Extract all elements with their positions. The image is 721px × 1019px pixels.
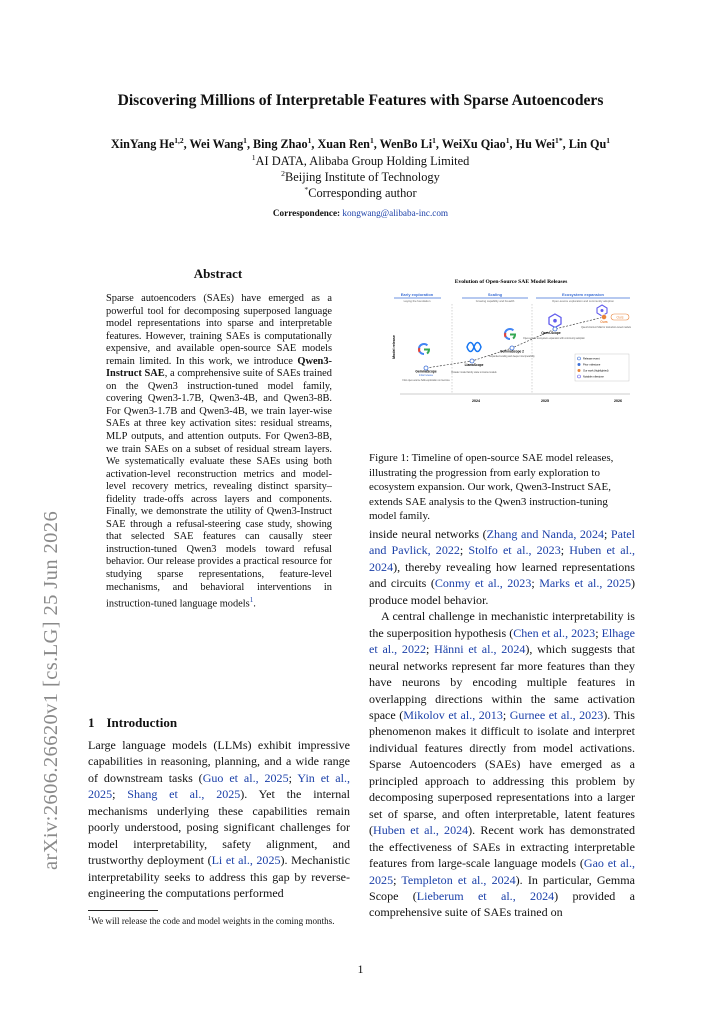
citation-link[interactable]: Huben et al., 2024 [369, 543, 635, 574]
citation-separator: ; [531, 576, 540, 591]
abstract-bold-name: Qwen3-Instruct SAE [106, 355, 332, 380]
phase-header-2 [462, 292, 528, 303]
phase-header-1 [394, 292, 441, 303]
milestone-name: LlamaScope [464, 363, 484, 367]
legend-marker [578, 363, 581, 366]
footnote-text: We will release the code and model weights in the coming months. [91, 916, 335, 927]
citation-link[interactable]: Chen et al., 2023 [513, 625, 596, 640]
correspondence [0, 208, 721, 218]
legend-marker [578, 369, 581, 372]
x-tick: 2025 [541, 399, 549, 403]
text: ) provided a comprehensive suite of SAEs trained on [369, 888, 635, 920]
text: A central challenge in mechanistic interpretability is the superposition hypothesis ( [369, 609, 635, 640]
affiliation-1: $^1$AI DATA, Alibaba Group Holding Limited [251, 153, 470, 169]
legend-label: Prior milestone [583, 363, 601, 367]
section-title: Introduction [106, 715, 178, 730]
milestone-sub: Initial release [418, 374, 434, 377]
meta-logo-icon [467, 343, 481, 352]
intro-right-column [369, 526, 635, 921]
abstract-footnote-mark[interactable]: 1 [249, 596, 254, 605]
citation-link[interactable]: Patel and Pavlick, 2022 [369, 527, 635, 558]
section-heading-introduction [88, 715, 177, 731]
ours-marker [601, 314, 606, 319]
correspondence-email-link[interactable]: kongwang@alibaba-inc.com [342, 208, 449, 218]
milestone-name: Ours [600, 320, 608, 324]
legend-marker [578, 375, 581, 378]
phase-name: Ecosystem expansion [561, 292, 605, 297]
citation-link[interactable]: Guo et al., 2025 [202, 770, 289, 785]
milestone-note: Open-source ecosystem expansion with community adoption [523, 338, 585, 340]
citation-separator: ; [502, 707, 510, 722]
milestone-note: Broader model family scale to Llama models [451, 372, 497, 374]
citation-link[interactable]: Stolfo et al., 2023 [468, 543, 561, 558]
footnote-rule [88, 910, 158, 911]
text: inside neural networks ( [369, 527, 487, 541]
figure-caption: Figure 1: Timeline of open-source SAE model releases, illustrating the progression from early exploration to ecosystem expansion. Our work, Qwen3-Instruct SAE, extends SAE analysis to the Qwen3 instruction-tuning model family. [369, 452, 614, 522]
citation-link[interactable]: Huben et al., 2024 [373, 823, 469, 838]
figure-title: Evolution of Open-Source SAE Model Releases [454, 279, 568, 285]
legend-marker [578, 357, 581, 360]
affiliation-2: $^2$Beijing Institute of Technology [281, 169, 440, 185]
phase-sub: Laying the foundation [403, 299, 431, 303]
intro-paragraph-2 [369, 608, 635, 921]
paper-title: Discovering Millions of Interpretable Features with Sparse Autoencoders [117, 92, 604, 109]
phase-sub: Growing capability and breadth [475, 299, 515, 303]
footnote [88, 913, 350, 927]
milestone-name: Qwen-Scope [541, 331, 561, 335]
phase-sub: Open-source exploration and community adoption [552, 299, 614, 303]
author-list: XinYang He$^{1,2}$, Wei Wang$^1$, Bing Zhao$^1$, Xuan Ren$^1$, WenBo Li$^1$, WeiXu Qiao$^1$, Hu Wei$^{1*}$, Lin Qu$^1$ [110, 136, 611, 152]
text: ). Recent work has demonstrated the effectiveness of SAEs in extracting interpretable features from large-scale language models ( [369, 823, 635, 871]
footnote-number: 1 [88, 915, 92, 922]
text: Large language models (LLMs) exhibit impressive capabilities in reasoning, planning, and a wide range of downstream tasks ( [88, 738, 350, 785]
citation-separator: ; [459, 543, 469, 558]
milestone-name: GemmaScope [415, 369, 437, 374]
google-logo-icon [419, 344, 429, 354]
citation-link[interactable]: Marks et al., 2025 [539, 576, 631, 591]
citation-link[interactable]: Elhage et al., 2022 [369, 625, 636, 657]
citation-link[interactable]: Zhang and Nanda, 2024 [486, 527, 605, 541]
abstract-text-2: , a comprehensive suite of SAEs trained on the Qwen3 instruction-tuned model family, covering Qwen3-1.7B, Qwen3-4B, and Qwen3-8B. For Qwen3-1.7B and Qwen3-4B, we train layer-wise SAEs at three key activation sites: residual streams, MLP outputs, and attention outputs. For Qwen3-8B, we train SAEs on a subset of residual stream layers. We systematically evaluate these SAEs using both activation-level reconstruction metrics and model-level recovery metrics, revealing distinct sparsity–fidelity trade-offs across layers and components. Finally, we demonstrate the utility of Qwen3-Instruct SAE through a refusal-steering case study, showing that selected SAE features can causally steer instruction-tuned Qwen3 models toward refusal behavior. Our release provides a practical resource for studying sparse representations, feature-level mechanisms, and behavioral interventions in instruction-tuned language models [106, 368, 332, 610]
citation-link[interactable]: Conmy et al., 2023 [434, 576, 532, 591]
page-number: 1 [357, 962, 364, 976]
citation-link[interactable]: Yin et al., 2025 [88, 770, 350, 802]
text: ). Yet the internal mechanisms underlying these capabilities remain poorly understood, posing significant challenges for model interpretability, safety alignment, and trustworthy deployment ( [88, 787, 350, 868]
milestone-name: GemmaScope 2 [500, 349, 524, 354]
arxiv-stamp: arXiv:2606.26620v1 [cs.LG] 25 Jun 2026 [40, 510, 62, 870]
citation-separator: ; [112, 787, 128, 802]
x-tick: 2024 [472, 399, 480, 403]
citation-link[interactable]: Shang et al., 2025 [127, 787, 241, 802]
affiliation-3: *Corresponding author [304, 185, 417, 201]
abstract-end: . [253, 598, 256, 610]
citation-separator: ; [288, 770, 298, 785]
citation-link[interactable]: Mikolov et al., 2013 [403, 707, 503, 722]
citation-link[interactable]: Lieberum et al., 2024 [416, 888, 555, 903]
qwen-logo-icon [549, 314, 561, 328]
legend-label: Our work (highlighted) [583, 369, 609, 373]
text: ), which suggests that neural networks represent far more features than they have neurons by encoding multiple features in overlapping directions within the same activation space ( [369, 642, 636, 722]
x-tick: 2026 [614, 399, 622, 403]
citation-separator: ; [426, 642, 435, 657]
milestone-note: Expanded scaling and deeper interpretability [489, 356, 535, 358]
legend [575, 354, 629, 381]
abstract-heading: Abstract [193, 266, 243, 281]
phase-name: Early exploration [400, 292, 434, 297]
qwen-logo-icon [597, 305, 607, 316]
google-logo-icon [505, 329, 515, 339]
legend-label: Release event [583, 357, 600, 361]
text: ). In particular, Gemma Scope ( [369, 872, 635, 903]
citation-link[interactable]: Templeton et al., 2024 [401, 872, 516, 887]
y-axis-label: Model release [392, 335, 396, 359]
intro-paragraph-1-cont [369, 527, 635, 607]
citation-separator: ; [560, 543, 570, 558]
text: ) produce model behavior. [369, 576, 636, 607]
text: ), thereby revealing how learned representations and circuits ( [369, 559, 635, 591]
phase-name: Scaling [487, 292, 503, 297]
intro-paragraph-1 [88, 737, 350, 902]
citation-link[interactable]: Gao et al., 2025 [369, 856, 635, 887]
milestone-note: First open-source SAE exploration on Gemma [402, 380, 450, 382]
text: ). Mechanistic interpretability seeks to address this gap by reverse-engineering the computations performed [88, 853, 350, 901]
citation-separator: ; [604, 527, 611, 541]
citation-link[interactable]: Li et al., 2025 [211, 853, 281, 868]
abstract-body [106, 293, 332, 611]
section-number: 1 [88, 715, 95, 730]
legend-label: Notable milestone [583, 375, 604, 379]
abstract-text: Sparse autoencoders (SAEs) have emerged as a powerful tool for decomposing superposed language model representations into sparse and interpretable features. However, training SAEs is computationally expensive, and available open-source SAE models remain limited. In this work, we introduce [106, 293, 332, 367]
figure-1-timeline [386, 272, 636, 422]
citation-separator: ; [393, 872, 402, 887]
citation-separator: ; [595, 625, 602, 640]
text: ). This phenomenon makes it difficult to isolate and interpret individual features directly from model activations. Sparse Autoencoders (SAEs) have emerged as a principled approach to addressing this problem by decomposing superposed representations into a larger set of sparse, and often interpretable, latent features ( [369, 707, 635, 838]
phase-header-3 [536, 292, 630, 303]
citation-link[interactable]: Hänni et al., 2024 [434, 642, 526, 657]
citation-link[interactable]: Gurnee et al., 2023 [509, 707, 604, 722]
milestone-note: Qwen3-Instruct SAE for instruction-tuned models [581, 327, 631, 329]
correspondence-label: Correspondence: [272, 208, 341, 218]
ours-badge-text: Ours [616, 315, 624, 320]
